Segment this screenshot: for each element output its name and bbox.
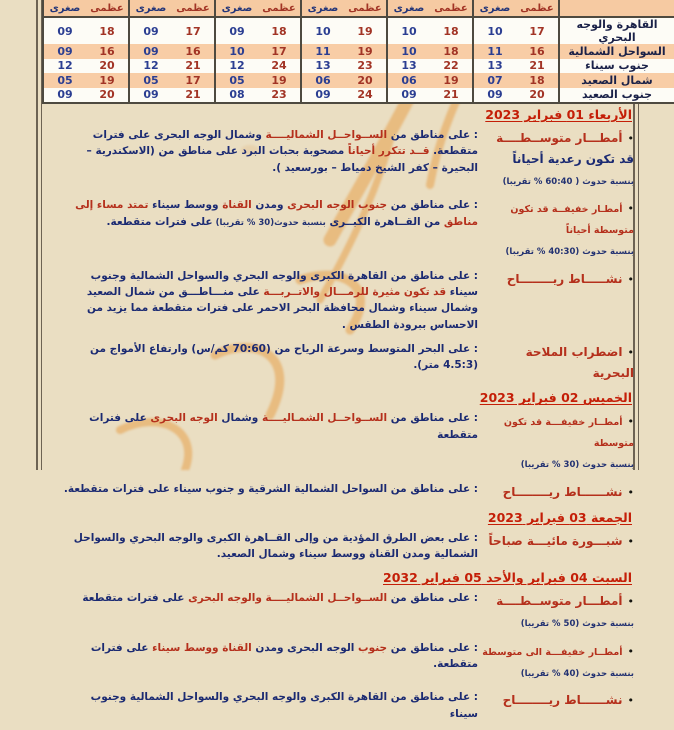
max-temp-cell: 18 <box>86 17 129 44</box>
item-label <box>482 341 634 383</box>
min-temp-cell: 09 <box>43 88 86 104</box>
max-temp-cell: 24 <box>344 88 387 104</box>
min-header: صغرى <box>43 0 86 17</box>
forecast-item <box>46 530 634 563</box>
max-temp-cell: 17 <box>172 73 215 88</box>
max-temp-cell: 23 <box>258 88 301 104</box>
min-header: صغرى <box>301 0 344 17</box>
text-segment: : على مناطق من القاهرة الكبرى والوجه البحري والسواحل الشمالية وجنوب سيناء <box>90 691 478 720</box>
max-temp-cell: 21 <box>172 88 215 104</box>
min-temp-cell: 09 <box>215 17 258 44</box>
table-row <box>43 59 674 74</box>
max-temp-cell: 20 <box>86 88 129 104</box>
region-cell: جنوب الصعيد <box>559 88 674 104</box>
text-segment: بنسبة حدوث ( 60:40 % تقريبا) <box>502 176 634 187</box>
text-segment: مصحوبة بحبات البرد على مناطق من (الاسكندرية – البحيرة – كفر الشيخ دمياط – بورسعيد ). <box>86 145 478 174</box>
day-heading: الخميس 02 فبراير 2023 <box>479 390 632 406</box>
max-temp-cell: 18 <box>258 17 301 44</box>
forecast-item <box>46 268 634 333</box>
max-temp-cell: 20 <box>344 73 387 88</box>
label-line <box>482 661 634 682</box>
text-segment: شبـــورة مائيـــة صباحاً <box>488 533 623 548</box>
header-row <box>43 0 674 17</box>
text-segment: وشمال <box>217 412 259 425</box>
min-temp-cell: 09 <box>43 17 86 44</box>
max-temp-cell: 18 <box>516 73 559 88</box>
max-temp-cell: 20 <box>516 88 559 104</box>
forecast-section <box>46 107 634 382</box>
min-temp-cell: 10 <box>215 44 258 59</box>
bullet-dot: • <box>627 202 634 216</box>
text-segment: الســواحــل الشمـاليــــة <box>258 412 388 425</box>
text-segment: بنسبة حدوث (30 % تقريبا) <box>520 460 634 471</box>
bullet-dot: • <box>627 272 634 286</box>
bullet-dot: • <box>627 694 634 708</box>
text-segment: الســواحــل الشماليــــة <box>261 129 388 141</box>
text-segment: ووسط سيناء <box>148 199 219 212</box>
min-temp-cell: 09 <box>473 88 516 104</box>
max-header: عظمى <box>172 0 215 17</box>
text-segment: على منـــاطـــق من شمال الصعيد وشمال سيناء وشمال محافظة البحر الاحمر على فترات متقطعة مما يزيد من الاحساس ببرودة الطقس . <box>86 286 478 331</box>
max-temp-cell: 21 <box>172 59 215 74</box>
text-segment: القناة <box>218 199 252 212</box>
text-segment: على فترات متقطعة <box>89 412 478 441</box>
item-label <box>482 689 634 722</box>
min-temp-cell: 12 <box>215 59 258 74</box>
max-temp-cell: 22 <box>430 59 473 74</box>
min-temp-cell: 05 <box>43 73 86 88</box>
text-segment: : على مناطق من <box>387 412 478 425</box>
item-body <box>46 197 478 259</box>
item-label <box>482 127 634 189</box>
bullet-dot: • <box>627 644 634 658</box>
text-segment: قد تكون مثيرة للرمـــال والاتــربـــة <box>259 286 447 299</box>
max-header: عظمى <box>430 0 473 17</box>
min-temp-cell: 09 <box>129 44 172 59</box>
min-temp-cell: 11 <box>473 44 516 59</box>
text-segment: بنسبة حدوث (50 % تقريبا) <box>520 618 634 629</box>
min-temp-cell: 09 <box>43 44 86 59</box>
max-temp-cell: 19 <box>86 73 129 88</box>
text-segment: الوجه البحرى ومدن <box>251 641 355 654</box>
forecast-item <box>46 481 634 502</box>
text-segment: بنسبة حدوث(30 % تقريبا) <box>212 217 326 228</box>
bullet-dot: • <box>627 345 634 359</box>
max-temp-cell: 17 <box>516 17 559 44</box>
max-temp-cell: 23 <box>344 59 387 74</box>
text-segment: أمطـار خفيفــة قد تكون متوسطة أحياناً <box>510 204 634 237</box>
max-temp-cell: 24 <box>258 59 301 74</box>
label-line <box>482 268 634 289</box>
day-heading: الأربعاء 01 فبراير 2023 <box>485 107 632 122</box>
forecast-item <box>46 640 634 682</box>
min-header: صغرى <box>387 0 430 17</box>
min-temp-cell: 13 <box>301 59 344 74</box>
text-segment: : على مناطق من القاهرة الكبرى والوجه البحري والسواحل الشمالية وجنوب سيناء <box>90 269 478 299</box>
max-header: عظمى <box>344 0 387 17</box>
label-line <box>482 127 634 148</box>
text-segment: نشــــــاط ريــــــــاح <box>502 484 623 499</box>
table-row <box>43 17 674 44</box>
region-header-cell <box>559 0 674 17</box>
text-segment: على فترات متقطعة. <box>106 215 213 228</box>
text-segment: : على بعض الطرق المؤدية من وإلى القــاهرة الكبرى والوجه البحري والسواحل الشمالية ومدن القناة ووسط سيناء وشمال الصعيد. <box>73 531 478 560</box>
min-temp-cell: 08 <box>215 88 258 104</box>
max-temp-cell: 21 <box>516 59 559 74</box>
text-segment: اضطراب الملاحة البحرية <box>525 344 634 380</box>
max-temp-cell: 19 <box>430 73 473 88</box>
item-label <box>482 640 634 682</box>
max-header: عظمى <box>258 0 301 17</box>
table-row <box>43 44 674 59</box>
item-body <box>46 410 478 472</box>
text-segment: أمطـــار متوســطــــة <box>496 594 623 609</box>
label-line <box>482 410 634 452</box>
text-segment: على فترات متقطعة <box>82 592 185 605</box>
label-line <box>482 640 634 661</box>
min-temp-cell: 05 <box>215 73 258 88</box>
min-temp-cell: 13 <box>387 59 430 74</box>
text-segment: على فترات متقطعة. <box>90 641 478 671</box>
max-temp-cell: 16 <box>86 44 129 59</box>
text-segment: الســواحــل الشماليــــة <box>261 592 388 605</box>
label-line <box>482 197 634 239</box>
forecast-item <box>46 410 634 472</box>
text-segment: تمتد مساء إلى مناطق <box>75 199 478 228</box>
forecast-item <box>46 341 634 383</box>
text-segment: القناة ووسط سيناء <box>148 641 252 654</box>
text-segment: والوجه البحرى <box>184 592 262 605</box>
label-line <box>482 611 634 632</box>
item-body <box>46 689 478 722</box>
forecast-section <box>46 390 634 501</box>
text-segment: ومدن <box>251 199 284 212</box>
label-line <box>482 689 634 710</box>
text-segment: وشمال الوجه البحرى على فترات متقطعة. <box>92 129 478 158</box>
text-segment: : على مناطق من <box>387 129 478 141</box>
text-segment: جنوب <box>354 641 388 654</box>
forecast-section <box>46 510 634 563</box>
item-label <box>482 197 634 259</box>
text-segment: أمطـــار متوســطــــة <box>496 131 623 145</box>
item-label <box>482 410 634 472</box>
min-temp-cell: 13 <box>473 59 516 74</box>
min-temp-cell: 09 <box>387 88 430 104</box>
text-segment: من القــاهرة الكبــرى <box>325 215 441 228</box>
forecast-item <box>46 197 634 259</box>
region-cell: السواحل الشمالية <box>559 44 674 59</box>
min-temp-cell: 12 <box>129 59 172 74</box>
min-temp-cell: 06 <box>387 73 430 88</box>
text-segment: قد تكون رعدية أحياناً <box>512 151 634 166</box>
text-segment: الوجه البحرى <box>146 412 218 425</box>
text-segment: نشـــــاط ريــــــــاح <box>506 271 623 286</box>
max-temp-cell: 16 <box>516 44 559 59</box>
text-segment: أمطــار خفيفـــة الى متوسطة <box>482 646 623 658</box>
item-body <box>46 341 478 383</box>
text-segment: بنسبة حدوث (40:30 % تقريبا) <box>505 246 634 257</box>
min-temp-cell: 05 <box>129 73 172 88</box>
min-temp-cell: 10 <box>387 44 430 59</box>
label-line <box>482 590 634 611</box>
forecast-item <box>46 127 634 189</box>
max-temp-cell: 20 <box>86 59 129 74</box>
max-temp-cell: 16 <box>172 44 215 59</box>
item-body <box>46 268 478 333</box>
text-segment: : على مناطق من <box>387 199 478 212</box>
text-segment: أمطــار خفيفـــة قد تكون متوسطة <box>503 417 634 450</box>
forecast-content <box>46 100 634 730</box>
label-line <box>482 341 634 383</box>
min-header: صغرى <box>215 0 258 17</box>
item-body <box>46 530 478 563</box>
max-temp-cell: 17 <box>172 17 215 44</box>
min-temp-cell: 10 <box>301 17 344 44</box>
region-cell: جنوب سيناء <box>559 59 674 74</box>
item-body <box>46 127 478 189</box>
label-line <box>482 481 634 502</box>
min-temp-cell: 06 <box>301 73 344 88</box>
item-body <box>46 481 478 502</box>
label-line <box>482 239 634 260</box>
region-cell: القاهرة والوجه البحري <box>559 17 674 44</box>
max-temp-cell: 18 <box>430 44 473 59</box>
min-temp-cell: 10 <box>473 17 516 44</box>
bullet-dot: • <box>627 415 634 429</box>
max-temp-cell: 19 <box>344 44 387 59</box>
day-heading: الجمعة 03 فبراير 2023 <box>487 509 632 525</box>
text-segment: : على مناطق من <box>387 641 478 654</box>
max-temp-cell: 21 <box>430 88 473 104</box>
max-temp-cell: 19 <box>258 73 301 88</box>
table-row <box>43 73 674 88</box>
max-temp-cell: 19 <box>344 17 387 44</box>
bullet-dot: • <box>627 595 634 609</box>
min-temp-cell: 09 <box>129 17 172 44</box>
bullet-dot: • <box>627 534 634 548</box>
item-body <box>46 640 478 682</box>
min-header: صغرى <box>473 0 516 17</box>
max-temp-cell: 17 <box>258 44 301 59</box>
bullet-dot: • <box>627 485 634 499</box>
label-line <box>482 148 634 169</box>
text-segment: نشــــــاط ريــــــــاح <box>502 693 623 708</box>
min-temp-cell: 09 <box>301 88 344 104</box>
min-temp-cell: 09 <box>129 88 172 104</box>
item-label <box>482 481 634 502</box>
forecast-item <box>46 590 634 632</box>
min-header: صغرى <box>129 0 172 17</box>
min-temp-cell: 12 <box>43 59 86 74</box>
text-segment: قــد تتكرر أحياناً <box>344 145 430 158</box>
item-label <box>482 268 634 333</box>
max-header: عظمى <box>516 0 559 17</box>
max-temp-cell: 18 <box>430 17 473 44</box>
text-segment: : على البحر المتوسط وسرعة الرياح من (70:60 كم/س) وارتفاع الأمواج من (4.5:3 متر). <box>90 342 478 372</box>
temperatures-table-wrap <box>42 0 664 104</box>
forecast-section <box>46 570 634 722</box>
day-heading: السبت 04 فبراير والأحد 05 فبراير 2032 <box>383 570 632 586</box>
region-cell: شمال الصعيد <box>559 73 674 88</box>
forecast-item <box>46 689 634 722</box>
item-label <box>482 530 634 563</box>
text-segment: بنسبة حدوث (40 % تقريبا) <box>520 668 634 679</box>
min-temp-cell: 07 <box>473 73 516 88</box>
text-segment: : على مناطق من <box>387 592 478 605</box>
text-segment: : على مناطق من السواحل الشمالية الشرقية و جنوب سيناء على فترات متقطعة. <box>63 482 478 495</box>
max-header: عظمى <box>86 0 129 17</box>
bullet-dot: • <box>627 132 634 145</box>
min-temp-cell: 10 <box>387 17 430 44</box>
label-line <box>482 530 634 551</box>
item-label <box>482 590 634 632</box>
label-line <box>482 169 634 190</box>
text-segment: جنوب الوجه البحرى <box>283 199 388 212</box>
temps-table <box>42 0 674 104</box>
item-body <box>46 590 478 632</box>
min-temp-cell: 11 <box>301 44 344 59</box>
